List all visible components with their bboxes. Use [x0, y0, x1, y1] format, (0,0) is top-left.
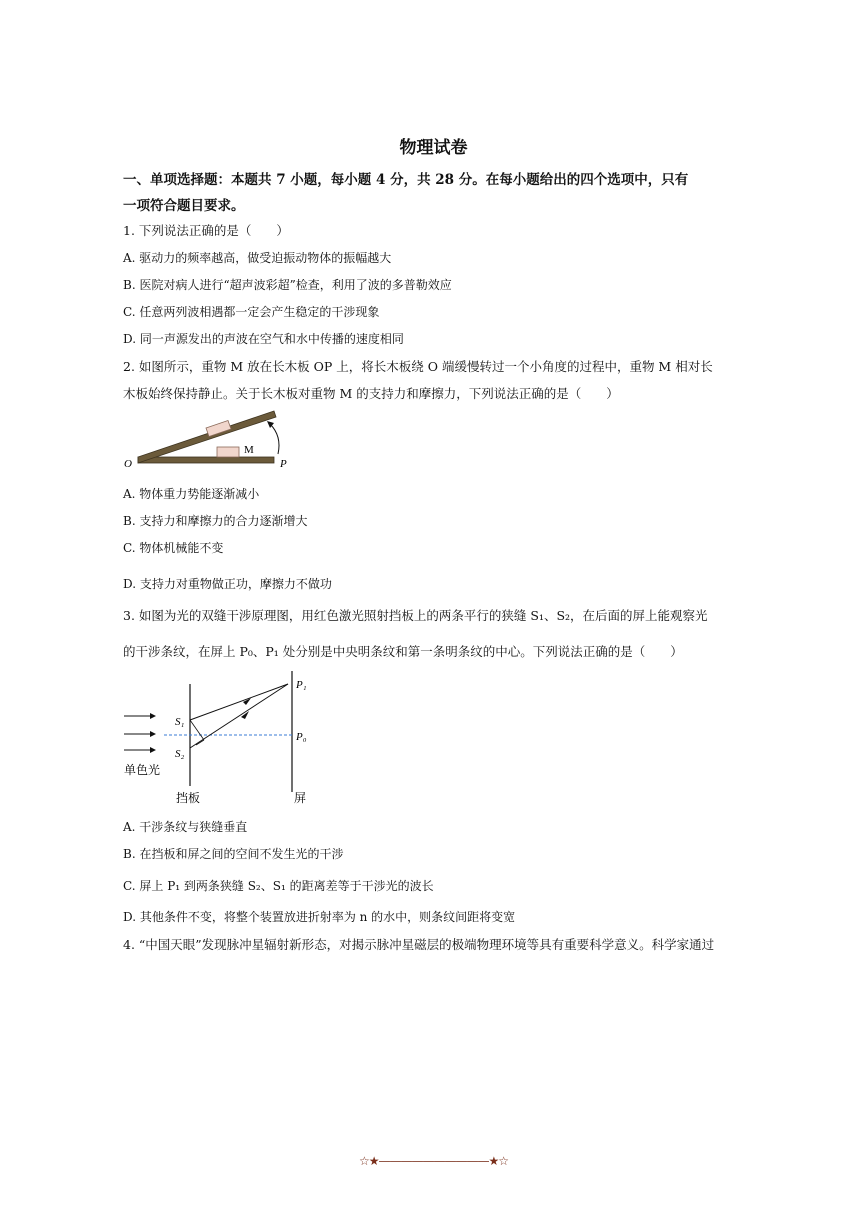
section-heading-line1: 一、单项选择题：本题共 7 小题，每小题 4 分，共 28 分。在每小题给出的四个选项中，只有 [123, 172, 689, 188]
q1-stem: 1. 下列说法正确的是（ ） [123, 223, 289, 238]
q1-option-b: B. 医院对病人进行“超声波彩超”检查，利用了波的多普勒效应 [123, 278, 452, 292]
label-m: M [244, 444, 254, 456]
page-footer [0, 1150, 867, 1169]
label-s1: S₁ [175, 716, 185, 728]
double-slit-figure [118, 668, 318, 810]
ray-s2 [190, 684, 288, 748]
q4-stem-line1: 4. “中国天眼”发现脉冲星辐射新形态，对揭示脉冲星磁层的极端物理环境等具有重要科学意义。科学家通过 [123, 937, 715, 952]
light-arrow-icon [150, 731, 156, 737]
footer-decoration: ☆★——————————★☆ [358, 1154, 509, 1168]
light-arrow-icon [150, 713, 156, 719]
label-p0: P₀ [296, 731, 307, 743]
q2-stem-line1: 2. 如图所示，重物 M 放在长木板 OP 上，将长木板绕 O 端缓慢转过一个小角度的过程中，重物 M 相对长 [123, 359, 713, 374]
q3-option-d: D. 其他条件不变，将整个装置放进折射率为 n 的水中，则条纹间距将变宽 [123, 910, 516, 924]
ray-s1 [190, 684, 288, 720]
q1-option-c: C. 任意两列波相遇都一定会产生稳定的干涉现象 [123, 305, 380, 319]
q1-option-d: D. 同一声源发出的声波在空气和水中传播的速度相同 [123, 332, 404, 346]
section-heading-line2: 一项符合题目要求。 [123, 198, 245, 214]
q2-stem-line2: 木板始终保持静止。关于长木板对重物 M 的支持力和摩擦力，下列说法正确的是（ ） [123, 386, 619, 401]
q3-option-b: B. 在挡板和屏之间的空间不发生光的干涉 [123, 847, 344, 861]
label-barrier: 挡板 [176, 791, 201, 805]
inclined-board-figure [120, 408, 300, 474]
q2-option-c: C. 物体机械能不变 [123, 541, 224, 555]
block-m [217, 447, 239, 457]
q2-option-a: A. 物体重力势能逐渐减小 [123, 487, 260, 501]
q3-stem-line2: 的干涉条纹，在屏上 P₀、P₁ 处分别是中央明条纹和第一条明条纹的中心。下列说法正确的是（ ） [123, 644, 683, 659]
rotation-arc [270, 424, 279, 454]
label-light: 单色光 [124, 763, 161, 777]
light-arrow-icon [150, 747, 156, 753]
inclined-board [138, 411, 276, 463]
horizontal-board [138, 457, 274, 463]
q1-option-a: A. 驱动力的频率越高，做受迫振动物体的振幅越大 [123, 251, 392, 265]
q3-option-c: C. 屏上 P₁ 到两条狭缝 S₂、S₁ 的距离差等于干涉光的波长 [123, 879, 434, 893]
label-screen: 屏 [294, 791, 307, 805]
page-title: 物理试卷 [399, 138, 468, 158]
label-s2: S₂ [175, 748, 185, 760]
q3-stem-line1: 3. 如图为光的双缝干涉原理图，用红色激光照射挡板上的两条平行的狭缝 S₁、S₂，在后面的屏上能观察光 [123, 608, 708, 623]
q2-option-b: B. 支持力和摩擦力的合力逐渐增大 [123, 514, 308, 528]
q2-option-d: D. 支持力对重物做正功，摩擦力不做功 [123, 577, 332, 591]
q3-option-a: A. 干涉条纹与狭缝垂直 [123, 820, 248, 834]
label-p: P [280, 458, 287, 470]
label-p1: P₁ [296, 679, 307, 691]
label-o: O [124, 458, 132, 470]
